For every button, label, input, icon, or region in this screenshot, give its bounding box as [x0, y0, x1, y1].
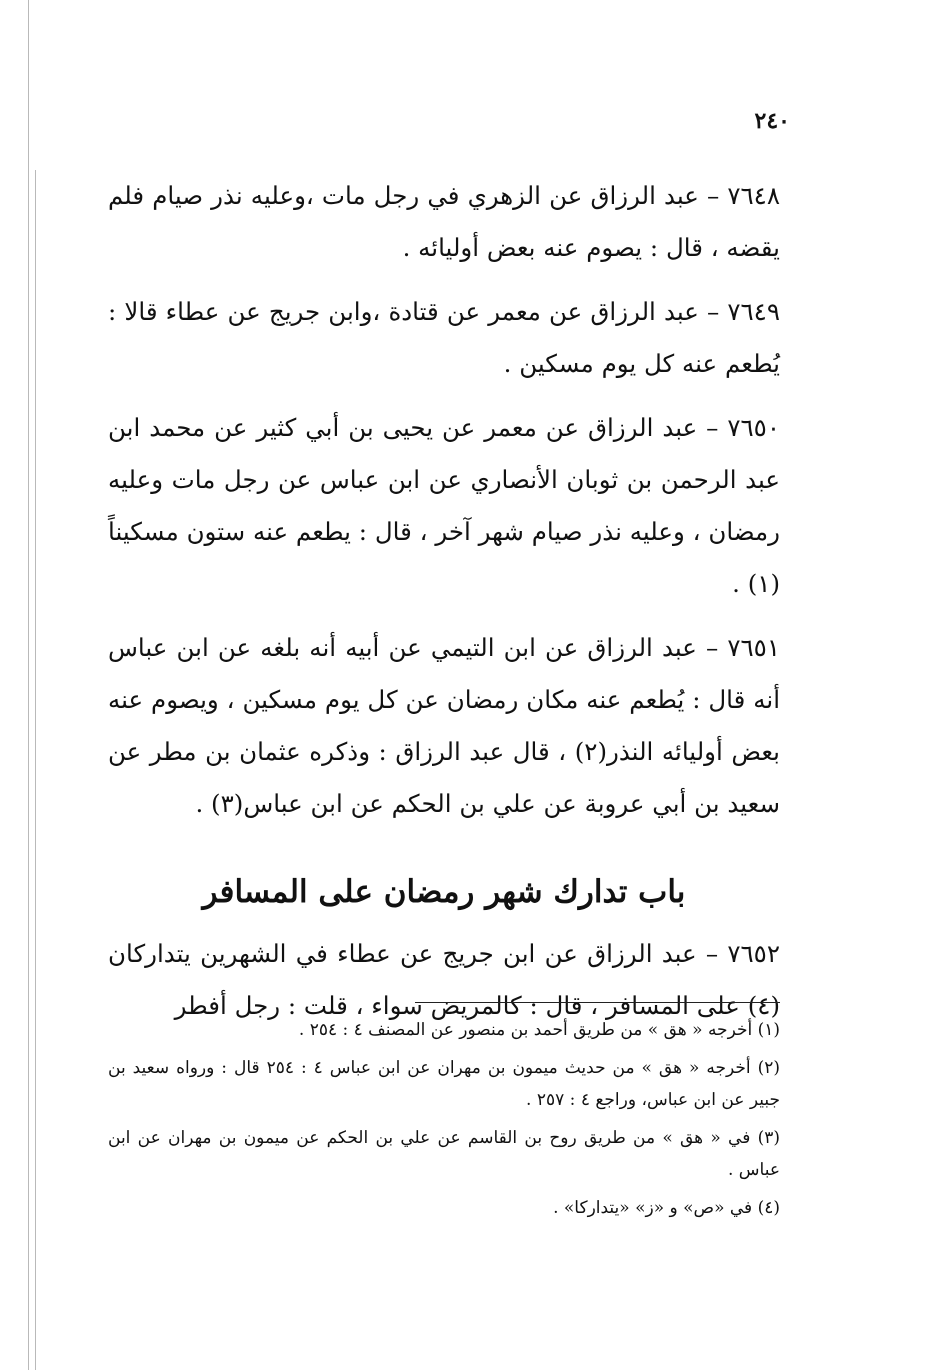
footnote-3: (٣) في « هق » من طريق روح بن القاسم عن علي بن الحكم عن ميمون بن مهران عن ابن عباس . [108, 1128, 780, 1180]
hadith-entry-7648: ٧٦٤٨ – عبد الرزاق عن الزهري في رجل مات ،وعليه نذر صيام فلم يقضه ، قال : يصوم عنه بعض أوليائه . [108, 181, 780, 262]
footnote-1: (١) أخرجه « هق » من طريق أحمد بن منصور عن المصنف ٤ : ٢٥٤ . [298, 1020, 780, 1040]
main-text [108, 170, 780, 1044]
footnote-separator [415, 1002, 780, 1003]
scan-edge-line [35, 170, 36, 1370]
scan-edge-line [28, 0, 29, 1370]
hadith-entry-7652: ٧٦٥٢ – عبد الرزاق عن ابن جريج عن عطاء في الشهرين يتداركان (٤) على المسافر ، قال : كالمريض سواء ، قلت : رجل أفطر [108, 939, 780, 1020]
hadith-entry-7649: ٧٦٤٩ – عبد الرزاق عن معمر عن قتادة ،وابن جريج عن عطاء قالا : يُطعم عنه كل يوم مسكين . [108, 297, 780, 378]
chapter-heading: باب تدارك شهر رمضان على المسافر [202, 874, 686, 910]
hadith-entry-7650: ٧٦٥٠ – عبد الرزاق عن معمر عن يحيى بن أبي كثير عن محمد ابن عبد الرحمن بن ثوبان الأنصاري عن ابن عباس عن رجل مات وعليه رمضان ، وعليه نذر صيام شهر آخر ، قال : يطعم عنه ستون مسكيناً (١) . [108, 413, 780, 598]
page-number: ٢٤٠ [754, 108, 790, 134]
footnote-4: (٤) في «ص» و «ز» «يتداركا» . [553, 1198, 780, 1218]
hadith-entry-7651: ٧٦٥١ – عبد الرزاق عن ابن التيمي عن أبيه أنه بلغه عن ابن عباس أنه قال : يُطعم عنه مكان رمضان عن كل يوم مسكين ، ويصوم عنه بعض أوليائه النذر(٢) ، قال عبد الرزاق : وذكره عثمان بن مطر عن سعيد بن أبي عروبة عن علي بن الحكم عن ابن عباس(٣) . [108, 633, 780, 818]
footnote-2: (٢) أخرجه « هق » من حديث ميمون بن مهران عن ابن عباس ٤ : ٢٥٤ قال : ورواه سعيد بن جبير عن ابن عباس، وراجع ٤ : ٢٥٧ . [108, 1058, 780, 1110]
footnotes [108, 1014, 780, 1230]
